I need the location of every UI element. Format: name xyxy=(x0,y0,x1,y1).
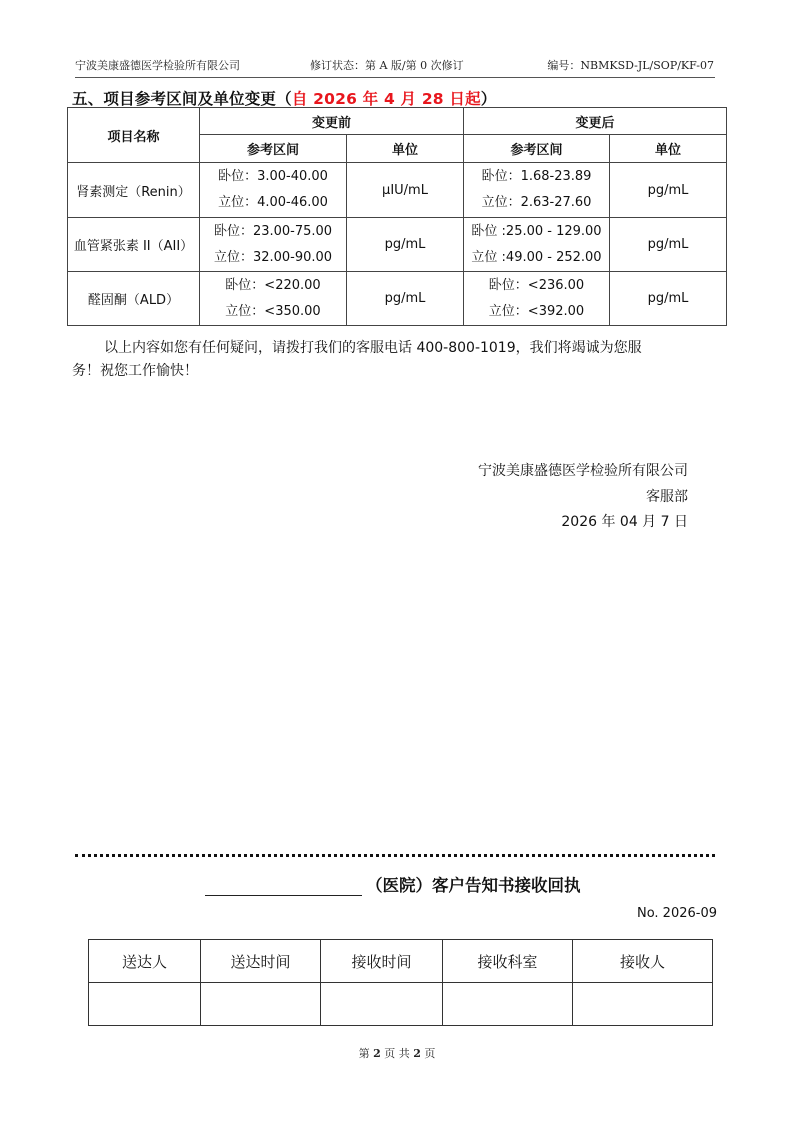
col-header-receive-time: 接收时间 xyxy=(321,940,443,983)
col-header-before-range: 参考区间 xyxy=(200,135,347,163)
supine-range: 卧位：<236.00 xyxy=(488,277,585,293)
col-header-after-unit: 单位 xyxy=(610,135,727,163)
receiver-cell[interactable] xyxy=(573,983,713,1026)
col-group-before: 变更前 xyxy=(200,108,464,135)
before-unit: pg/mL xyxy=(347,272,464,326)
total-pages: 2 xyxy=(413,1047,421,1060)
page-number: 2 xyxy=(373,1047,381,1060)
signature-date: 2026 年 04 月 7 日 xyxy=(561,514,688,530)
after-range xyxy=(464,272,610,326)
page-footer xyxy=(0,1045,794,1061)
col-header-send-time: 送达时间 xyxy=(201,940,321,983)
before-range xyxy=(200,218,347,272)
supine-range: 卧位：3.00-40.00 xyxy=(218,169,328,184)
item-name: 血管紧张素 II（AII） xyxy=(68,218,200,272)
footer-middle: 页 共 xyxy=(384,1047,410,1060)
section-title-effective-date: 自 2026 年 4 月 28 日起 xyxy=(291,90,481,108)
before-unit: μIU/mL xyxy=(347,163,464,218)
table-row xyxy=(68,218,727,272)
after-unit: pg/mL xyxy=(610,163,727,218)
table-row xyxy=(68,272,727,326)
notice-paragraph xyxy=(72,337,732,383)
receipt-header-row xyxy=(89,940,713,983)
col-header-sender: 送达人 xyxy=(89,940,201,983)
receipt-title-text: （医院）客户告知书接收回执 xyxy=(366,876,581,895)
section-title-main: 五、项目参考区间及单位变更（ xyxy=(72,90,292,108)
notice-line-2: 务！祝您工作愉快！ xyxy=(72,363,198,379)
col-header-after-range: 参考区间 xyxy=(464,135,610,163)
receiving-dept-cell[interactable] xyxy=(443,983,573,1026)
upright-range: 立位 :49.00 - 252.00 xyxy=(471,249,602,265)
header-divider xyxy=(75,77,715,78)
notice-line-1: 以上内容如您有任何疑问，请拨打我们的客服电话 400-800-1019，我们将竭诚为您服 xyxy=(104,340,642,356)
upright-range: 立位：4.00-46.00 xyxy=(218,195,328,210)
col-header-before-unit: 单位 xyxy=(347,135,464,163)
supine-range: 卧位：<220.00 xyxy=(225,277,321,293)
receipt-number: No. 2026-09 xyxy=(636,906,717,921)
item-name: 肾素测定（Renin） xyxy=(68,163,200,218)
supine-range: 卧位：23.00-75.00 xyxy=(213,223,333,239)
receipt-entry-row xyxy=(89,983,713,1026)
after-range xyxy=(464,218,610,272)
table-header-row xyxy=(68,108,727,135)
col-header-item: 项目名称 xyxy=(68,108,200,163)
upright-range: 立位：<392.00 xyxy=(488,303,585,319)
header-revision: 修订状态：第 A 版/第 0 次修订 xyxy=(310,59,464,72)
section-title-end: ） xyxy=(480,90,497,108)
header-company: 宁波美康盛德医学检验所有限公司 xyxy=(75,59,240,72)
upright-range: 立位：<350.00 xyxy=(225,303,321,319)
after-range xyxy=(464,163,610,218)
send-time-cell[interactable] xyxy=(201,983,321,1026)
receipt-table xyxy=(88,939,713,1026)
before-unit: pg/mL xyxy=(347,218,464,272)
before-range xyxy=(200,272,347,326)
upright-range: 立位：32.00-90.00 xyxy=(213,249,333,265)
section-title xyxy=(72,87,497,109)
supine-range: 卧位 :25.00 - 129.00 xyxy=(471,223,602,239)
col-header-receiving-dept: 接收科室 xyxy=(443,940,573,983)
supine-range: 卧位：1.68-23.89 xyxy=(481,169,592,184)
upright-range: 立位：2.63-27.60 xyxy=(481,195,592,210)
col-group-after: 变更后 xyxy=(464,108,727,135)
col-header-receiver: 接收人 xyxy=(573,940,713,983)
signature-department: 客服部 xyxy=(646,489,688,505)
table-row xyxy=(68,163,727,218)
reference-range-table xyxy=(67,107,727,326)
receipt-title xyxy=(205,872,581,896)
cut-line-divider xyxy=(75,854,715,857)
signature-company: 宁波美康盛德医学检验所有限公司 xyxy=(478,463,688,479)
before-range xyxy=(200,163,347,218)
sender-cell[interactable] xyxy=(89,983,201,1026)
item-name: 醛固酮（ALD） xyxy=(68,272,200,326)
after-unit: pg/mL xyxy=(610,218,727,272)
receive-time-cell[interactable] xyxy=(321,983,443,1026)
footer-prefix: 第 xyxy=(358,1047,370,1060)
hospital-name-blank[interactable] xyxy=(205,877,362,896)
after-unit: pg/mL xyxy=(610,272,727,326)
footer-suffix: 页 xyxy=(424,1047,436,1060)
header-doc-code: 编号：NBMKSD-JL/SOP/KF-07 xyxy=(547,59,714,72)
